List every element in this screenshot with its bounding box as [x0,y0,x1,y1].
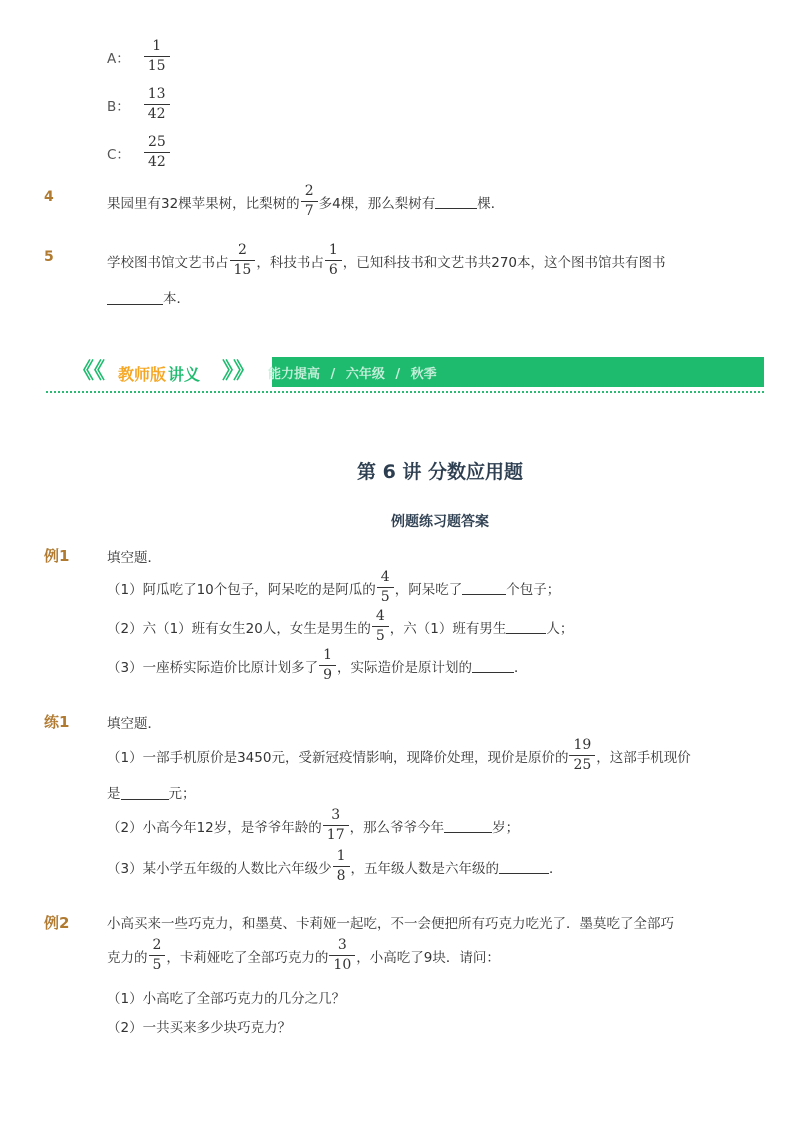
item-text: ，阿呆吃了 [394,581,463,598]
item-text: ，五年级人数是六年级的 [350,860,500,877]
example-1-item-1 [107,569,560,606]
question-4 [107,183,504,220]
dotted-divider [46,391,764,393]
item-text: （3）一座桥实际造价比原计划多了 [107,659,319,676]
page-subtitle: 例题练习题答案 [391,514,489,530]
brand-teacher-edition: 教师版 [118,365,167,384]
numerator: 2 [237,242,247,258]
example-2-line-1: 小高买来一些巧克力，和墨莫、卡莉娅一起吃，不一会便把所有巧克力吃光了．墨莫吃了全部巧 [107,916,674,932]
numerator: 4 [380,569,390,585]
option-b-label: B： [107,98,130,115]
answer-blank[interactable] [107,290,163,305]
item-text: ，那么爷爷今年 [349,819,445,836]
chevron-left-icon: 《《 [72,359,106,384]
banner-brand-area [46,357,272,387]
numerator: 1 [323,647,333,663]
item-text: ，卡莉娅吃了全部巧克力的 [166,949,329,966]
option-a-label: A： [107,50,130,67]
item-text: ，这部手机现价 [596,749,691,766]
numerator: 25 [147,134,166,150]
answer-blank[interactable] [435,194,477,209]
practice-1-item-3 [107,848,563,885]
answer-blank[interactable] [462,580,506,595]
brand-handout: 讲义 [168,365,201,384]
item-text: ，六（1）班有男生 [389,620,507,637]
fraction [327,242,340,279]
fraction [335,848,348,885]
denominator: 42 [147,154,166,170]
denominator: 6 [328,262,338,278]
numerator: 13 [147,86,166,102]
numerator: 2 [152,937,162,953]
denominator: 5 [375,628,385,644]
fraction [325,807,347,844]
example-1-label: 例1 [44,547,70,565]
fraction [303,183,316,220]
denominator: 15 [147,58,166,74]
item-text: 克力的 [107,949,148,966]
item-text: （1）阿瓜吃了10个包子，阿呆吃的是阿瓜的 [107,581,376,598]
fraction [151,937,164,974]
denominator: 8 [336,868,346,884]
answer-blank[interactable] [444,818,492,833]
item-text: ，实际造价是原计划的 [337,659,473,676]
example-1-item-2 [107,608,573,645]
question-5-continued [107,287,190,307]
item-text: 元； [168,786,196,802]
fraction [374,608,387,645]
answer-blank[interactable] [121,785,169,800]
example-1-item-3 [107,647,528,684]
question-5-text: ，科技书占 [256,254,324,271]
numerator: 2 [304,183,314,199]
answer-blank[interactable] [499,859,549,874]
question-4-text: 果园里有32棵苹果树，比梨树的 [107,195,300,212]
question-4-number: 4 [44,189,54,205]
practice-1-intro: 填空题． [107,716,161,732]
practice-1-item-1 [107,737,691,774]
denominator: 5 [380,589,390,605]
item-text: ． [549,860,563,877]
item-text: （2）六（1）班有女生20人，女生是男生的 [107,620,371,637]
numerator: 3 [331,807,341,823]
item-text: （3）某小学五年级的人数比六年级少 [107,860,332,877]
fraction [232,242,254,279]
example-2-label: 例2 [44,914,70,932]
numerator: 4 [375,608,385,624]
fraction [321,647,334,684]
denominator: 15 [233,262,252,278]
denominator: 7 [304,203,314,219]
example-2-line-2 [107,937,500,974]
question-5-text: ，已知科技书和文艺书共270本，这个图书馆共有图书 [342,254,666,271]
example-2-question-1: （1）小高吃了全部巧克力的几分之几？ [107,991,346,1007]
breadcrumb-season: 秋季 [410,367,437,382]
item-text: 个包子； [506,581,561,598]
item-text: 岁； [492,819,520,836]
item-text: 人； [546,620,574,637]
item-text: 是 [107,786,121,802]
breadcrumb-separator: / [330,367,336,382]
example-1-intro: 填空题． [107,550,161,566]
breadcrumb [268,363,437,382]
question-4-text: 棵． [477,195,505,212]
item-text: ，小高吃了9块．请问： [356,949,500,966]
question-5-text: 本． [163,291,190,307]
practice-1-label: 练1 [44,713,70,731]
header-banner [46,357,764,387]
numerator: 1 [336,848,346,864]
answer-blank[interactable] [472,658,514,673]
option-c-label: C： [107,146,130,163]
page-title: 第 6 讲 分数应用题 [356,461,524,483]
breadcrumb-grade: 六年级 [345,367,385,382]
item-text: （2）小高今年12岁，是爷爷年龄的 [107,819,322,836]
breadcrumb-level: 能力提高 [268,367,321,382]
breadcrumb-separator: / [395,367,401,382]
practice-1-item-1-continued [107,782,196,802]
practice-1-item-2 [107,807,519,844]
denominator: 42 [147,106,166,122]
item-text: （1）一部手机原价是3450元，受新冠疫情影响，现降价处理，现价是原价的 [107,749,569,766]
chevron-right-icon: 》》 [222,359,256,384]
numerator: 3 [337,937,347,953]
answer-blank[interactable] [506,619,546,634]
option-c [107,134,171,171]
numerator: 1 [328,242,338,258]
option-b-fraction [146,86,168,123]
question-5 [107,242,666,279]
option-b [107,86,171,123]
denominator: 17 [326,827,345,843]
option-a-fraction [146,38,168,75]
denominator: 25 [573,757,592,773]
example-2-question-2: （2）一共买来多少块巧克力？ [107,1020,292,1036]
denominator: 10 [333,957,352,973]
option-a [107,38,171,75]
denominator: 9 [323,667,333,683]
item-text: ． [514,659,528,676]
option-c-fraction [146,134,168,171]
denominator: 5 [152,957,162,973]
fraction [331,937,353,974]
numerator: 19 [573,737,592,753]
question-5-number: 5 [44,249,54,265]
question-5-text: 学校图书馆文艺书占 [107,254,229,271]
fraction [571,737,593,774]
fraction [379,569,392,606]
numerator: 1 [152,38,162,54]
question-4-text: 多4棵，那么梨树有 [318,195,436,212]
